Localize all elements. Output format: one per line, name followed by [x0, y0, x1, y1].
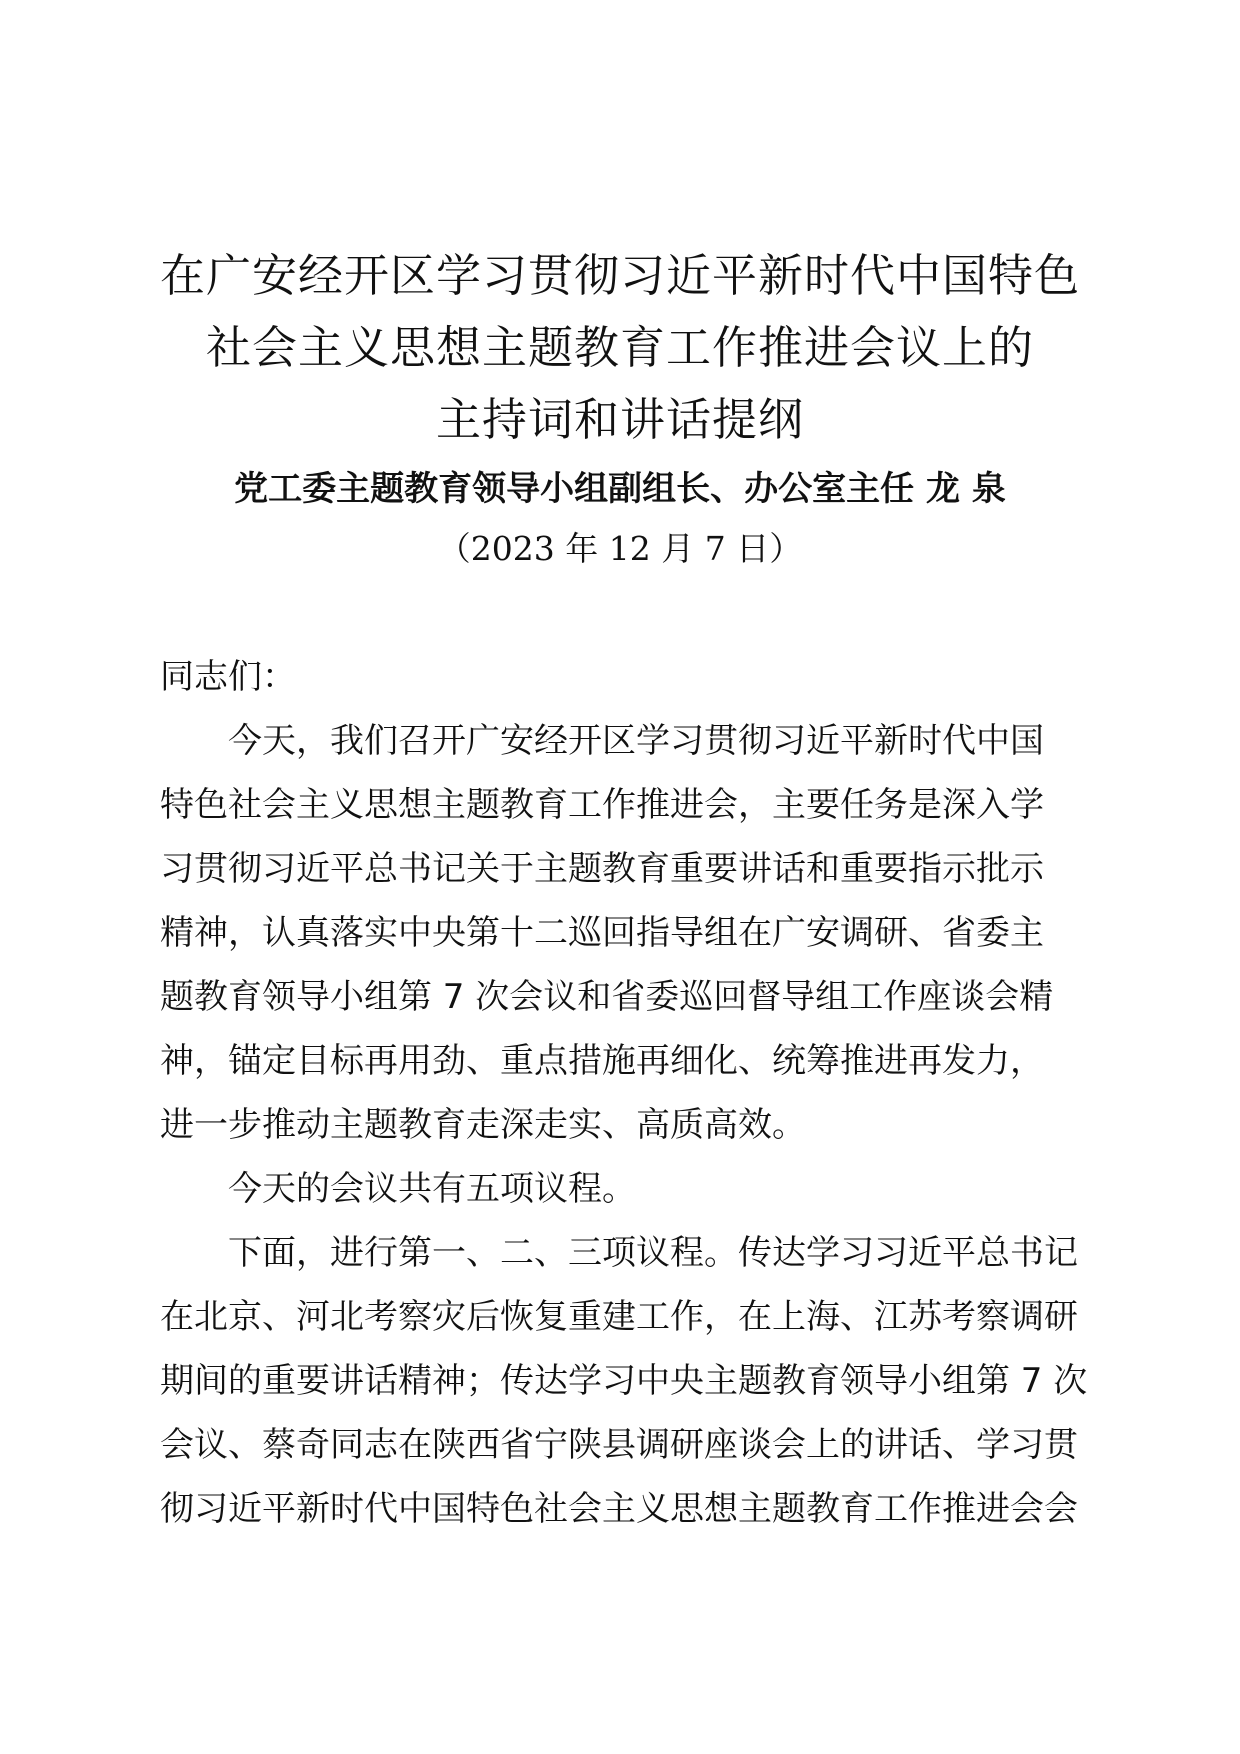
paragraph-line: 习贯彻习近平总书记关于主题教育重要讲话和重要指示批示: [160, 849, 1044, 889]
author-line: 党工委主题教育领导小组副组长、办公室主任 龙 泉: [234, 469, 1006, 509]
document-title: [140, 240, 1100, 456]
date-line: （2023 年 12 月 7 日）: [437, 529, 803, 568]
paragraph-line: 进一步推动主题教育走深走实、高质高效。: [160, 1105, 806, 1145]
paragraph-line: 彻习近平新时代中国特色社会主义思想主题教育工作推进会会: [160, 1489, 1078, 1529]
paragraph-line: 特色社会主义思想主题教育工作推进会，主要任务是深入学: [160, 785, 1044, 825]
paragraph-line: 期间的重要讲话精神；传达学习中央主题教育领导小组第 7 次: [160, 1361, 1088, 1401]
paragraph-line: 神，锚定目标再用劲、重点措施再细化、统筹推进再发力，: [160, 1041, 1044, 1081]
title-line: 在广安经开区学习贯彻习近平新时代中国特色: [159, 249, 1080, 302]
body-text: [160, 645, 1090, 1541]
paragraph-line: 题教育领导小组第 7 次会议和省委巡回督导组工作座谈会精: [160, 977, 1054, 1017]
salutation: 同志们：: [160, 657, 296, 697]
paragraph-line: 今天，我们召开广安经开区学习贯彻习近平新时代中国: [228, 721, 1044, 761]
title-line: 社会主义思想主题教育工作推进会议上的: [205, 321, 1034, 374]
paragraph-line: 精神，认真落实中央第十二巡回指导组在广安调研、省委主: [160, 913, 1044, 953]
paragraph-line: 下面，进行第一、二、三项议程。传达学习习近平总书记: [228, 1233, 1078, 1273]
paragraph-line: 在北京、河北考察灾后恢复重建工作，在上海、江苏考察调研: [160, 1297, 1078, 1337]
paragraph-line: 今天的会议共有五项议程。: [228, 1169, 636, 1209]
title-line: 主持词和讲话提纲: [435, 393, 804, 446]
paragraph-line: 会议、蔡奇同志在陕西省宁陕县调研座谈会上的讲话、学习贯: [160, 1425, 1078, 1465]
